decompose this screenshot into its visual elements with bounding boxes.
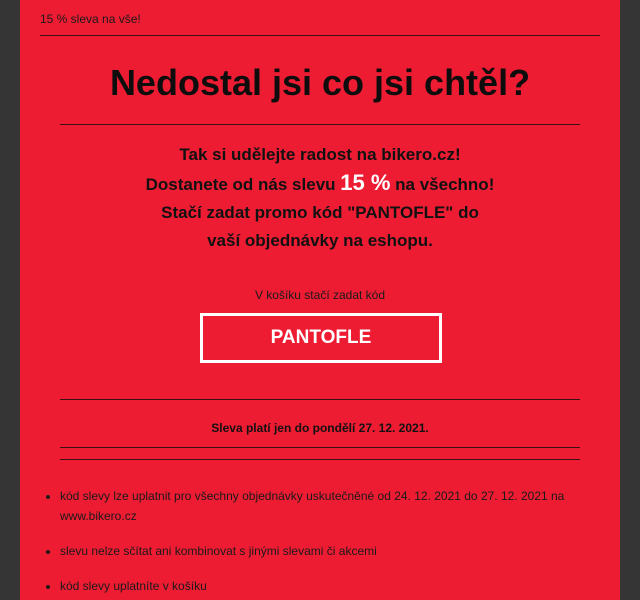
list-item: • slevu nelze sčítat ani kombinovat s jinými slevami či akcemi: [60, 541, 620, 561]
headline: Nedostal jsi co jsi chtěl?: [109, 62, 531, 103]
lead-line-1: Tak si udělejte radost na bikero.cz!: [179, 145, 461, 164]
lead-line-4: vaší objednávky na eshopu.: [207, 231, 433, 250]
promo-code-button[interactable]: PANTOFLE: [200, 313, 442, 363]
divider: [60, 124, 580, 125]
email-card: [20, 0, 620, 600]
list-item: • kód slevy uplatníte v košíku: [60, 576, 620, 596]
lead-line-3: Stačí zadat promo kód "PANTOFLE" do: [161, 203, 479, 222]
lead-line-2: [20, 169, 620, 199]
divider: [60, 459, 580, 460]
divider: [60, 447, 580, 448]
terms-list: [40, 486, 620, 600]
list-item: • kód slevy lze uplatnit pro všechny objednávky uskutečněné od 24. 12. 2021 do 27. 12. 2021 na www.bikero.cz: [60, 486, 620, 526]
lead-line-2-after: na všechno!: [395, 175, 495, 194]
lead-line-2-before: Dostanete od nás slevu: [145, 175, 336, 194]
validity-note: Sleva platí jen do pondělí 27. 12. 2021.: [211, 421, 429, 435]
lead-text: [20, 141, 620, 255]
code-hint: V košíku stačí zadat kód: [254, 288, 386, 302]
divider: [40, 35, 600, 36]
preheader-text: 15 % sleva na vše!: [40, 12, 141, 26]
discount-percent: 15 %: [340, 170, 391, 195]
divider: [60, 399, 580, 400]
